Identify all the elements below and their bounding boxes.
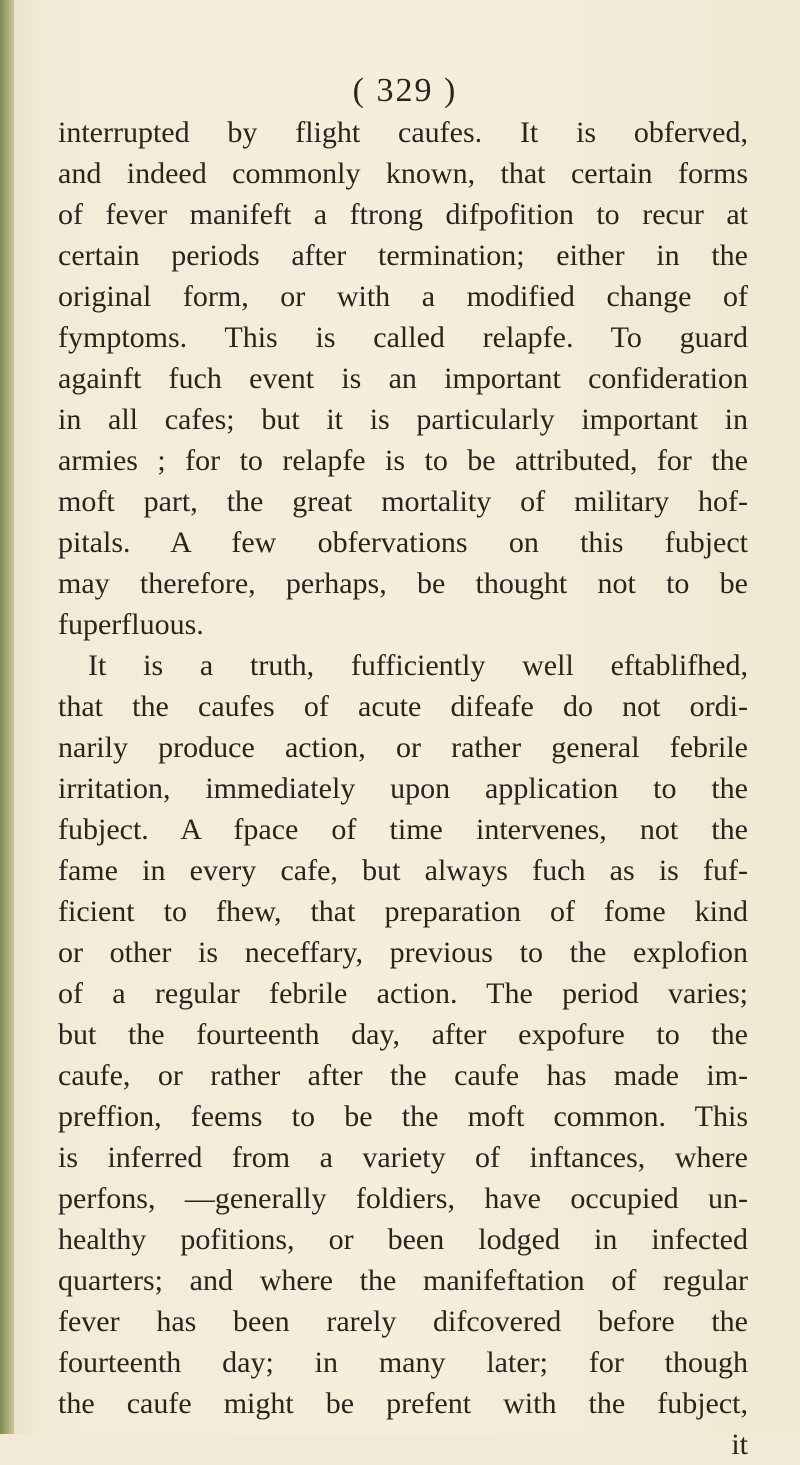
text-line: healthy pofitions, or been lodged in infected <box>58 1223 748 1256</box>
body-text <box>58 112 748 1465</box>
text-line: fever has been rarely difcovered before the <box>58 1305 748 1338</box>
text-line: preffion, feems to be the moft common. This <box>58 1100 748 1133</box>
catchword: it <box>731 1428 748 1461</box>
text-line: narily produce action, or rather general febrile <box>58 731 748 764</box>
page-binding-edge <box>0 0 14 1434</box>
text-line: ficient to fhew, that preparation of fome kind <box>58 895 748 928</box>
text-line: that the caufes of acute difeafe do not ordi- <box>58 690 748 723</box>
page-number: ( 329 ) <box>352 72 458 109</box>
text-line: and indeed commonly known, that certain forms <box>58 157 748 190</box>
text-line: againft fuch event is an important confideration <box>58 362 748 395</box>
text-line: or other is neceffary, previous to the explofion <box>58 936 748 969</box>
text-line: but the fourteenth day, after expofure to the <box>58 1018 748 1051</box>
text-line: in all cafes; but it is particularly important in <box>58 403 748 436</box>
text-line: may therefore, perhaps, be thought not to be <box>58 567 748 600</box>
text-line: fubject. A fpace of time intervenes, not the <box>58 813 748 846</box>
text-line: interrupted by flight caufes. It is obferved, <box>58 116 748 149</box>
text-line: certain periods after termination; either in the <box>58 239 748 272</box>
text-line: original form, or with a modified change of <box>58 280 748 313</box>
text-line: fame in every cafe, but always fuch as is fuf- <box>58 854 748 887</box>
text-line: irritation, immediately upon application to the <box>58 772 748 805</box>
text-line: fourteenth day; in many later; for though <box>58 1346 748 1379</box>
text-line: quarters; and where the manifeftation of regular <box>58 1264 748 1297</box>
text-line: caufe, or rather after the caufe has made im- <box>58 1059 748 1092</box>
text-line: of fever manifeft a ftrong difpofition to recur at <box>58 198 748 231</box>
text-line: fymptoms. This is called relapfe. To guard <box>58 321 748 354</box>
text-line: fuperfluous. <box>58 608 204 641</box>
text-line: the caufe might be prefent with the fubject, <box>58 1387 748 1420</box>
text-line: is inferred from a variety of inftances, where <box>58 1141 748 1174</box>
text-line: of a regular febrile action. The period varies; <box>58 977 748 1010</box>
text-line: perfons, —generally foldiers, have occupied un- <box>58 1182 748 1215</box>
text-line: moft part, the great mortality of military hof- <box>58 485 748 518</box>
text-line: armies ; for to relapfe is to be attributed, for the <box>58 444 748 477</box>
paragraph-start-line: It is a truth, fufficiently well eftablifhed, <box>88 649 748 682</box>
text-line: pitals. A few obfervations on this fubject <box>58 526 748 559</box>
